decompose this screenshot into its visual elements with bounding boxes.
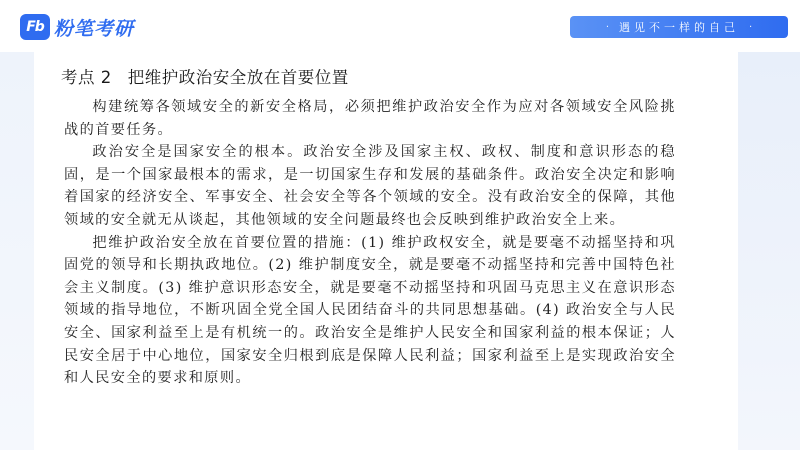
- section-title: [61, 64, 349, 88]
- slogan-banner: [570, 16, 788, 38]
- brand-logo[interactable]: [20, 12, 134, 42]
- slogan-dot-left: ·: [605, 21, 609, 33]
- left-background-panel: [0, 52, 34, 450]
- paragraph-1: 构建统筹各领域安全的新安全格局，必须把维护政治安全作为应对各领域安全风险挑战的首要任务。: [64, 99, 676, 138]
- header-bar: [0, 0, 800, 52]
- paragraph-3: 把维护政治安全放在首要位置的措施：(1) 维护政权安全，就是要毫不动摇坚持和巩固党的领导和长期执政地位。(2) 维护制度安全，就是要毫不动摇坚持和完善中国特色社会主义制度。(3) 维护意识形态安全，就是要毫不动摇坚持和巩固马克思主义在意识形态领域的指导地位，不断巩固全党全国人民团结奋斗的共同思想基础。(4) 政治安全与人民安全、国家利益至上是有机统一的。政治安全是维护人民安全和国家利益的根本保证；人民安全居于中心地位，国家安全归根到底是保障人民利益；国家利益至上是实现政治安全和人民安全的要求和原则。: [64, 234, 676, 387]
- brand-mark-icon: Fb: [20, 14, 50, 40]
- slogan-dot-right: ·: [749, 21, 753, 33]
- section-heading: 把维护政治安全放在首要位置: [127, 68, 349, 87]
- section-number: 考点 2: [61, 68, 112, 87]
- document-body: [64, 96, 676, 390]
- right-background-panel: [738, 52, 800, 450]
- brand-name: 粉笔考研: [54, 17, 135, 40]
- paragraph-2: 政治安全是国家安全的根本。政治安全涉及国家主权、政权、制度和意识形态的稳固，是一个国家最根本的需求，是一切国家生存和发展的基础条件。政治安全决定和影响着国家的经济安全、军事安全、社会安全等各个领域的安全。没有政治安全的保障，其他领域的安全就无从谈起，其他领域的安全问题最终也会反映到维护政治安全上来。: [64, 144, 676, 228]
- slogan-text: 遇见不一样的自己: [619, 21, 739, 34]
